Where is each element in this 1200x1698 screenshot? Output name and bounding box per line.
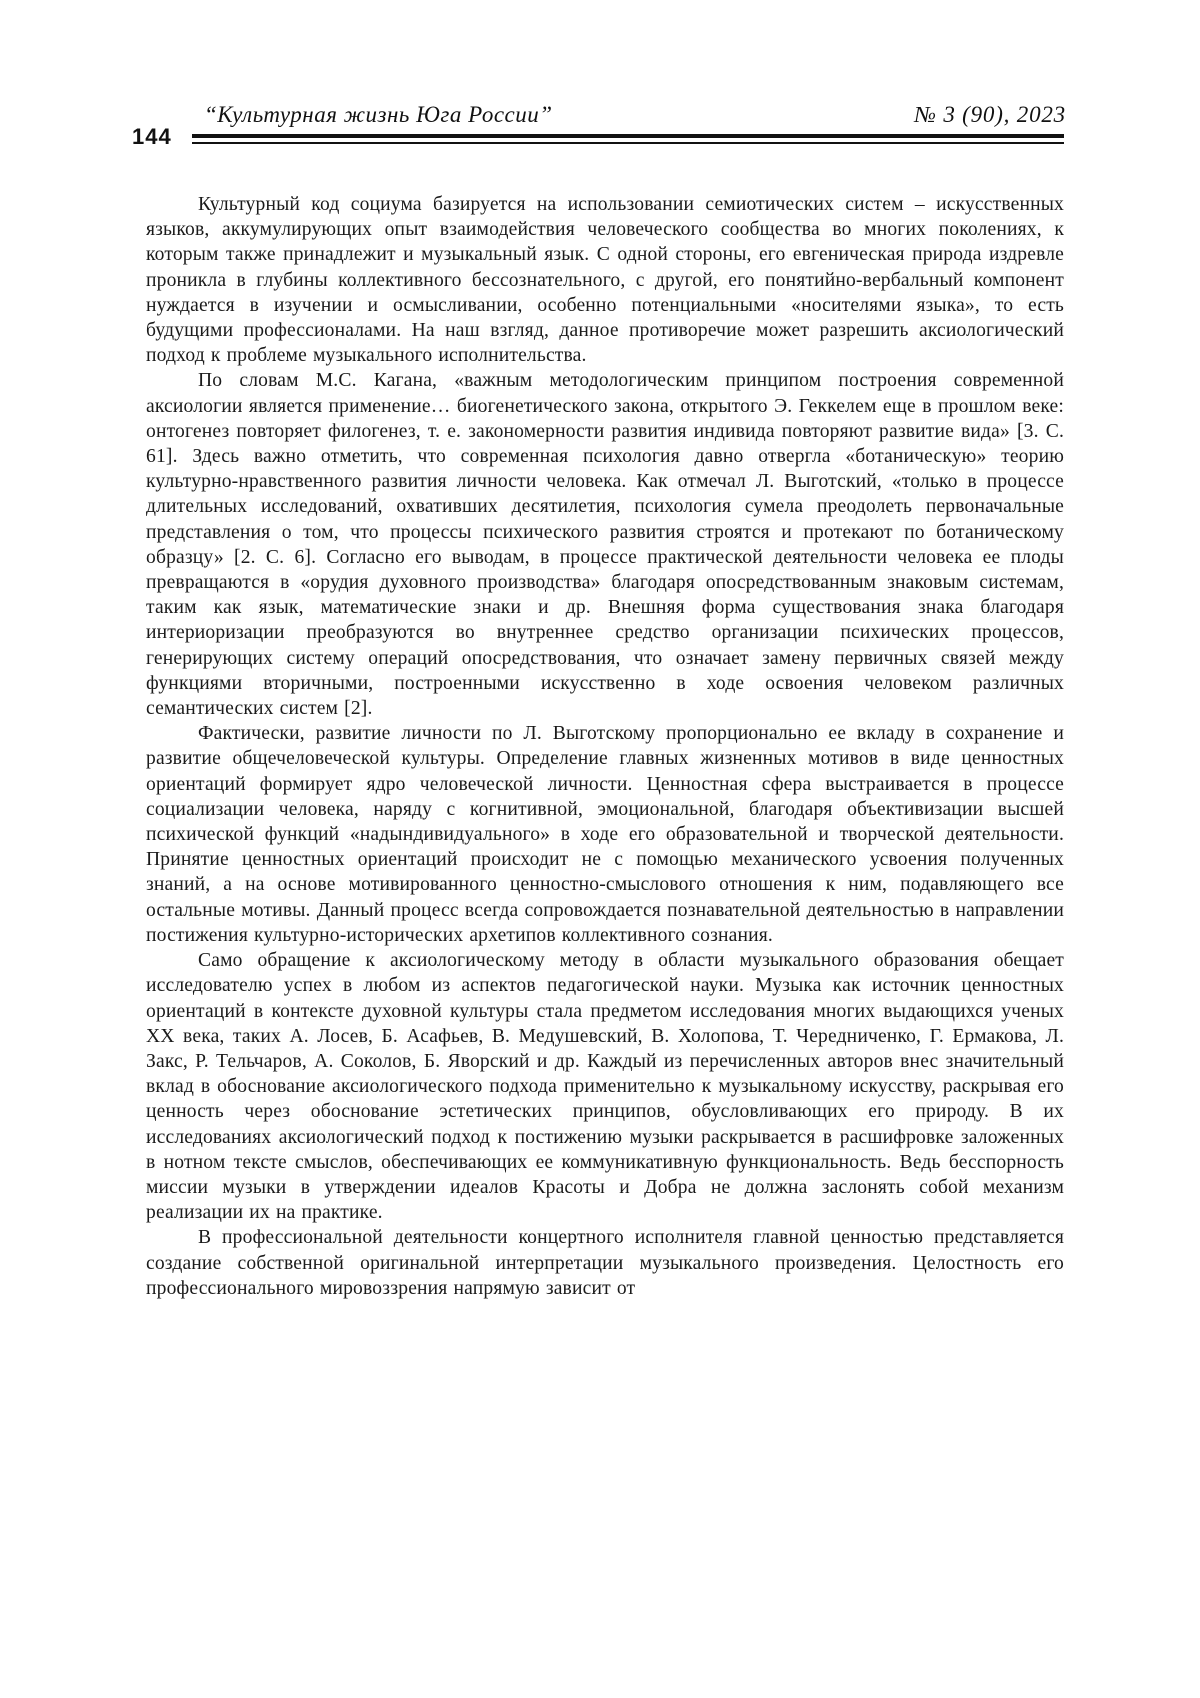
journal-title: “Культурная жизнь Юга России” (204, 102, 553, 128)
header-rule-thin (192, 142, 1064, 144)
page-header (0, 0, 1200, 160)
paragraph: Культурный код социума базируется на использовании семиотических систем – искусственных языков, аккумулирующих опыт взаимодействия человеческого сообщества во многих поколениях, к которым также принадлежит и музыкальный язык. С одной стороны, его евгеническая природа издревле проникла в глубины коллективного бессознательного, с другой, его понятийно-вербальный компонент нуждается в изучении и осмысливании, особенно потенциальными «носителями языка», то есть будущими профессионалами. На наш взгляд, данное противоречие может разрешить аксиологический подход к проблеме музыкального исполнительства. (146, 192, 1064, 368)
issue-info: № 3 (90), 2023 (914, 102, 1066, 128)
paragraph: По словам М.С. Кагана, «важным методологическим принципом построения современной аксиологии является применение… биогенетического закона, открытого Э. Геккелем еще в прошлом веке: онтогенез повторяет филогенез, т. е. закономерности развития индивида повторяют развитие вида» [3. С. 61]. Здесь важно отметить, что современная психология давно отвергла «ботаническую» теорию культурно-нравственного развития личности человека. Как отмечал Л. Выготский, «только в процессе длительных исследований, охвативших десятилетия, психология сумела преодолеть первоначальные представления о том, что процессы психического развития строятся и протекают по ботаническому образцу» [2. С. 6]. Согласно его выводам, в процессе практической деятельности человека ее плоды превращаются в «орудия духовного производства» благодаря опосредствованным знаковым системам, таким как язык, математические знаки и др. Внешняя форма существования знака благодаря интериоризации преобразуются во внутреннее средство организации психических процессов, генерирующих систему операций опосредствования, что означает замену первичных связей между функциями вторичными, построенными искусственно в ходе освоения человеком различных семантических систем [2]. (146, 368, 1064, 721)
article-body (146, 192, 1064, 1301)
paragraph: В профессиональной деятельности концертного исполнителя главной ценностью представляется создание собственной оригинальной интерпретации музыкального произведения. Целостность его профессионального мировоззрения напрямую зависит от (146, 1225, 1064, 1301)
paragraph: Само обращение к аксиологическому методу в области музыкального образования обещает исследователю успех в любом из аспектов педагогической науки. Музыка как источник ценностных ориентаций в контексте духовной культуры стала предметом исследования многих выдающихся ученых XX века, таких А. Лосев, Б. Асафьев, В. Медушевский, В. Холопова, Т. Чередниченко, Г. Ермакова, Л. Закс, Р. Тельчаров, А. Соколов, Б. Яворский и др. Каждый из перечисленных авторов внес значительный вклад в обоснование аксиологического подхода применительно к музыкальному искусству, раскрывая его ценность через обоснование эстетических принципов, обусловливающих его природу. В их исследованиях аксиологический подход к постижению музыки раскрывается в расшифровке заложенных в нотном тексте смыслов, обеспечивающих ее коммуникативную функциональность. Ведь бесспорность миссии музыки в утверждении идеалов Красоты и Добра не должна заслонять собой механизм реализации их на практике. (146, 948, 1064, 1225)
page-number: 144 (132, 124, 172, 150)
header-rule-thick (192, 134, 1064, 138)
paragraph: Фактически, развитие личности по Л. Выготскому пропорционально ее вкладу в сохранение и развитие общечеловеческой культуры. Определение главных жизненных мотивов в виде ценностных ориентаций формирует ядро человеческой личности. Ценностная сфера выстраивается в процессе социализации человека, наряду с когнитивной, эмоциональной, благодаря объективизации высшей психической функций «надындивидуального» в ходе его образовательной и творческой деятельности. Принятие ценностных ориентаций происходит не с помощью механического усвоения полученных знаний, а на основе мотивированного ценностно-смыслового отношения к ним, подавляющего все остальные мотивы. Данный процесс всегда сопровождается познавательной деятельностью в направлении постижения культурно-исторических архетипов коллективного сознания. (146, 721, 1064, 948)
